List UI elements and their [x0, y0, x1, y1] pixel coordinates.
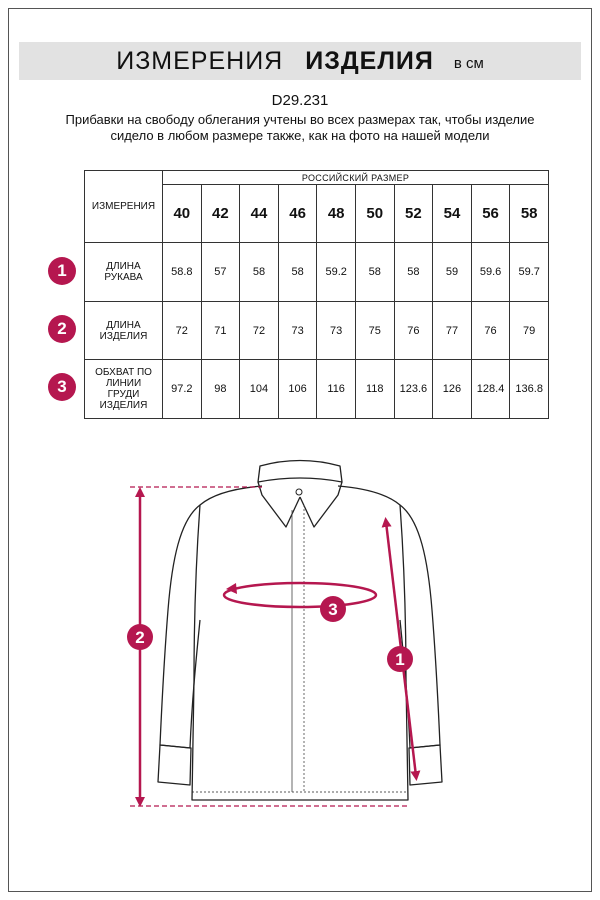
value-cell: 73: [317, 302, 356, 360]
label-line: ИЗДЕЛИЯ: [99, 330, 148, 342]
table-row-sleeve-length: [85, 243, 549, 302]
value-cell: 97.2: [163, 360, 202, 419]
size-header: 46: [278, 185, 317, 243]
label-line: ГРУДИ: [107, 389, 140, 400]
row-badge-2: 2: [48, 315, 76, 343]
size-header: 58: [510, 185, 549, 243]
size-header: 52: [394, 185, 433, 243]
shirt-diagram: [0, 440, 600, 820]
value-cell: 57: [201, 243, 240, 302]
value-cell: 76: [471, 302, 510, 360]
chest-ellipse: [224, 583, 376, 607]
left-cuff: [158, 745, 191, 785]
value-cell: 58.8: [163, 243, 202, 302]
size-header: 56: [471, 185, 510, 243]
marker-chest: [320, 596, 346, 622]
guide-lines: [130, 487, 410, 806]
collar-left-point: [258, 482, 300, 527]
value-cell: 59.2: [317, 243, 356, 302]
marker-length: [127, 624, 153, 650]
size-header: 50: [355, 185, 394, 243]
value-cell: 58: [355, 243, 394, 302]
title-regular: ИЗМЕРЕНИЯ: [116, 46, 284, 75]
row-label: [85, 360, 163, 419]
size-header: 40: [163, 185, 202, 243]
label-line: ДЛИНА: [106, 319, 141, 331]
row-label: [85, 243, 163, 302]
value-cell: 79: [510, 302, 549, 360]
value-cell: 126: [433, 360, 472, 419]
fit-note: Прибавки на свободу облегания учтены во всех размерах так, чтобы изделие сидело в любом размере также, как на фото на нашей модели: [65, 112, 535, 143]
value-cell: 116: [317, 360, 356, 419]
table-row-garment-length: [85, 302, 549, 360]
bodice-outline: [192, 486, 408, 800]
value-cell: 123.6: [394, 360, 433, 419]
measurements-header: ИЗМЕРЕНИЯ: [85, 171, 163, 243]
size-header: 48: [317, 185, 356, 243]
value-cell: 58: [394, 243, 433, 302]
placket: [292, 505, 304, 792]
label-line: ИЗДЕЛИЯ: [99, 400, 148, 411]
label-line: ЛИНИИ: [105, 378, 142, 389]
value-cell: 71: [201, 302, 240, 360]
value-cell: 76: [394, 302, 433, 360]
value-cell: 98: [201, 360, 240, 419]
table-row-chest-girth: [85, 360, 549, 419]
size-header: 42: [201, 185, 240, 243]
value-cell: 106: [278, 360, 317, 419]
collar-back: [258, 461, 342, 483]
value-cell: 59: [433, 243, 472, 302]
size-system-header: РОССИЙСКИЙ РАЗМЕР: [163, 171, 549, 185]
label-line: РУКАВА: [104, 272, 143, 283]
title-bold: ИЗДЕЛИЯ: [305, 46, 434, 75]
label-line: ДЛИНА: [106, 261, 141, 272]
unit-label: в см: [453, 54, 484, 72]
row-badge-1: 1: [48, 257, 76, 285]
row-badge-3: 3: [48, 373, 76, 401]
value-cell: 118: [355, 360, 394, 419]
collar-button-icon: [296, 489, 302, 495]
value-cell: 59.7: [510, 243, 549, 302]
marker-sleeve: [387, 646, 413, 672]
size-header: 54: [433, 185, 472, 243]
value-cell: 72: [163, 302, 202, 360]
size-header: 44: [240, 185, 279, 243]
value-cell: 73: [278, 302, 317, 360]
product-code: D29.231: [271, 92, 329, 109]
row-label: [85, 302, 163, 360]
marker-sleeve-label: 1: [395, 650, 405, 669]
value-cell: 104: [240, 360, 279, 419]
value-cell: 59.6: [471, 243, 510, 302]
size-table: [84, 170, 549, 419]
value-cell: 128.4: [471, 360, 510, 419]
value-cell: 72: [240, 302, 279, 360]
value-cell: 58: [240, 243, 279, 302]
value-cell: 58: [278, 243, 317, 302]
value-cell: 77: [433, 302, 472, 360]
marker-chest-label: 3: [328, 600, 338, 619]
collar-right-point: [300, 482, 342, 527]
value-cell: 136.8: [510, 360, 549, 419]
value-cell: 75: [355, 302, 394, 360]
marker-length-label: 2: [135, 628, 145, 647]
title-bar: [19, 42, 581, 80]
label-line: ОБХВАТ ПО: [95, 367, 152, 378]
